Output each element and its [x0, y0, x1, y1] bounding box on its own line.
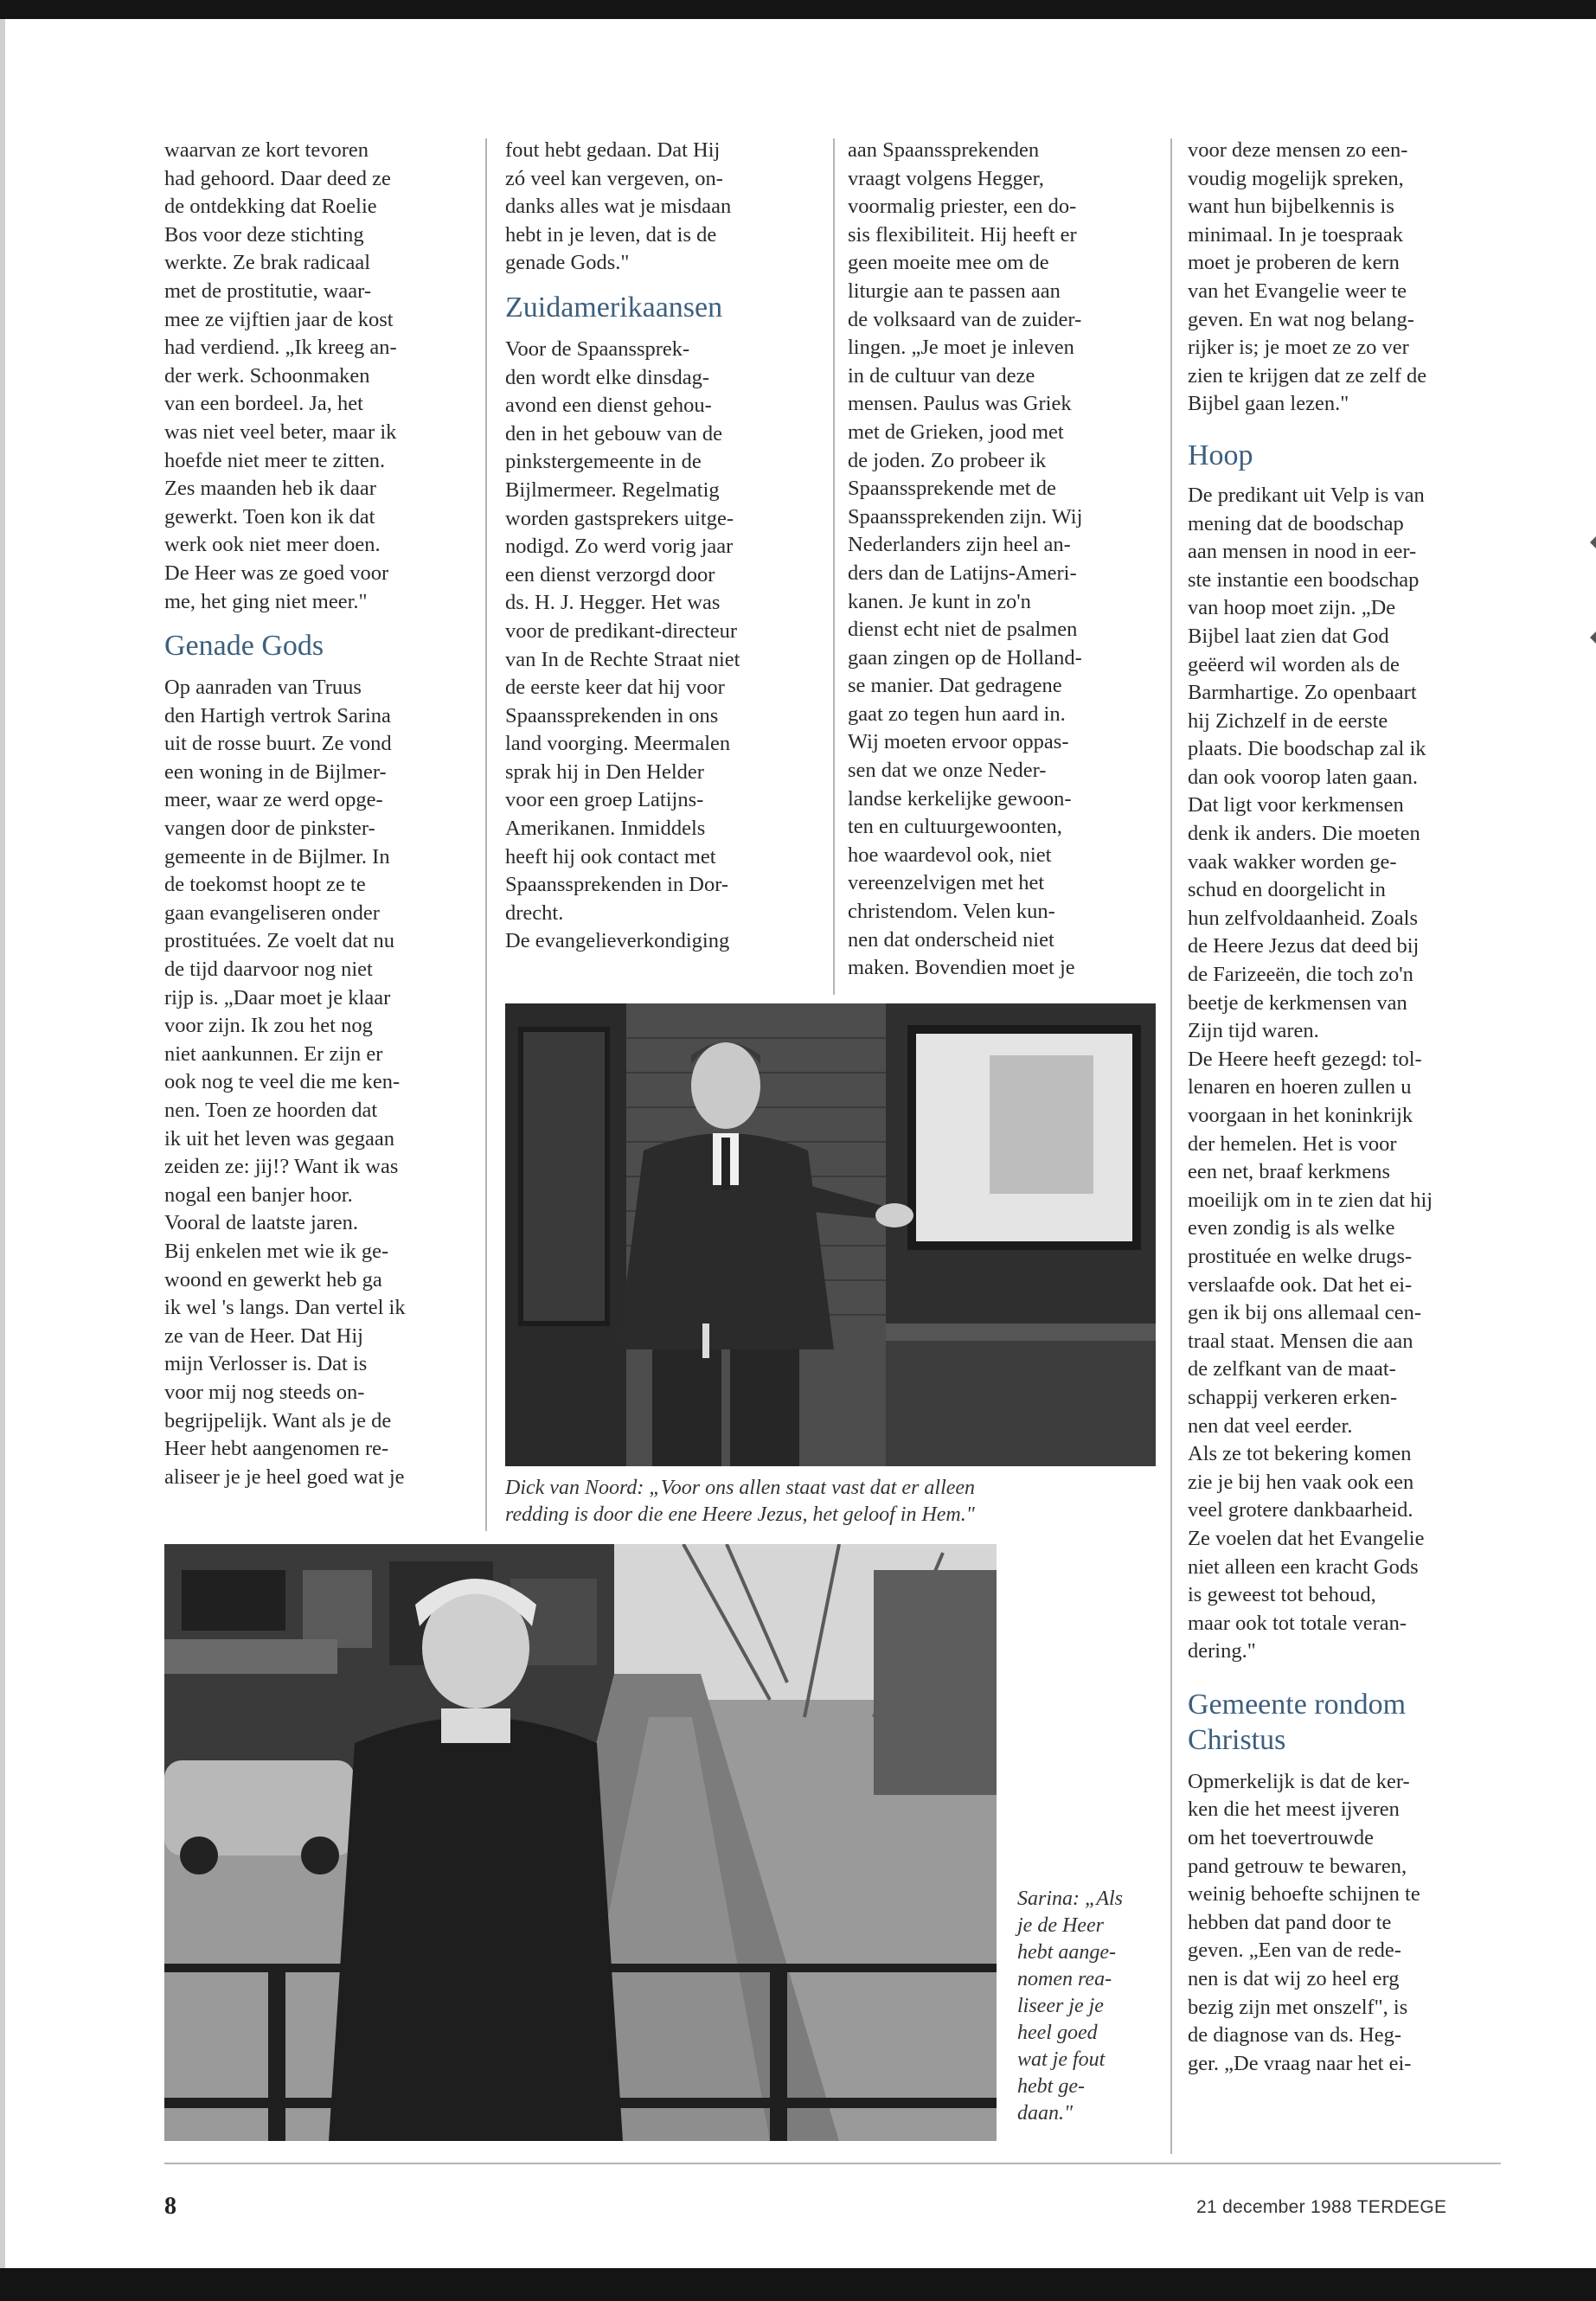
text-line: Barmhartige. Zo openbaart: [1188, 681, 1417, 705]
caption-line: je de Heer: [1017, 1914, 1104, 1937]
text-line: Bos voor deze stichting: [164, 222, 364, 247]
heading-line-2: Christus: [1188, 1723, 1286, 1756]
text-line: weinig behoefte schijnen te: [1188, 1882, 1420, 1907]
text-line: de joden. Zo probeer ik: [848, 448, 1047, 472]
text-line: aliseer je je heel goed wat je: [164, 1465, 405, 1489]
text-line: maar ook tot totale veran-: [1188, 1611, 1407, 1635]
footer-rule: [164, 2163, 1501, 2164]
text-line: beetje de kerkmensen van: [1188, 990, 1407, 1015]
text-line: een woning in de Bijlmer-: [164, 760, 387, 784]
text-line: hij Zichzelf in de eerste: [1188, 708, 1388, 733]
text-line: want hun bijbelkennis is: [1188, 195, 1394, 219]
top-scan-border: [0, 0, 1596, 19]
text-line: der hemelen. Het is voor: [1188, 1131, 1397, 1156]
edge-marker: [1590, 631, 1596, 644]
text-line: hoefde niet meer te zitten.: [164, 448, 386, 472]
text-line: prostituées. Ze voelt dat nu: [164, 929, 395, 953]
photo-sarina: [164, 1544, 997, 2141]
text-line: pinkstergemeente in de: [505, 450, 702, 474]
text-line: De Heere heeft gezegd: tol-: [1188, 1047, 1422, 1071]
text-line: voorgaan in het koninkrijk: [1188, 1104, 1413, 1127]
text-line: de toekomst hoopt ze te: [164, 873, 366, 897]
text-line: voudig mogelijk spreken,: [1188, 166, 1404, 190]
text-line: land voorging. Meermalen: [505, 732, 731, 756]
text-line: pand getrouw te bewaren,: [1188, 1854, 1407, 1878]
column-4: [1188, 137, 1503, 2078]
text-line: een dienst verzorgd door: [505, 562, 715, 586]
text-line: Spaanssprekenden in ons: [505, 703, 719, 727]
caption-line: heel goed: [1017, 2022, 1098, 2044]
text-line: schud en doorgelicht in: [1188, 878, 1386, 902]
text-line: gaan evangeliseren onder: [164, 901, 380, 925]
text-line: prostituée en welke drugs-: [1188, 1244, 1413, 1268]
text-line: Spaanssprekenden zijn. Wij: [848, 504, 1083, 529]
column-divider: [485, 138, 487, 1531]
text-line: nodigd. Zo werd vorig jaar: [505, 535, 734, 559]
text-line: Zes maanden heb ik daar: [164, 477, 376, 501]
caption-line: redding is door die ene Heere Jezus, het geloof in Hem.": [505, 1503, 975, 1526]
text-line: kanen. Je kunt in zo'n: [848, 589, 1031, 613]
left-scan-edge: [0, 19, 5, 2268]
caption-line: Dick van Noord: „Voor ons allen staat vast dat er alleen: [505, 1477, 976, 1499]
text-line: ten en cultuurgewoonten,: [848, 815, 1062, 839]
col4-body1: [1188, 482, 1503, 1666]
text-line: me, het ging niet meer.": [164, 589, 368, 613]
text-line: Spaanssprekenden in Dor-: [505, 873, 729, 897]
text-line: voor mij nog steeds on-: [164, 1380, 365, 1404]
text-line: werk ook niet meer doen.: [164, 533, 381, 557]
text-line: met de Grieken, jood met: [848, 420, 1064, 444]
text-line: de zelfkant van de maat-: [1188, 1357, 1396, 1381]
text-line: mijn Verlosser is. Dat is: [164, 1352, 368, 1376]
text-line: hebben dat pand door te: [1188, 1910, 1392, 1934]
text-line: traal staat. Mensen die aan: [1188, 1329, 1413, 1353]
text-line: uit de rosse buurt. Ze vond: [164, 732, 392, 756]
heading-genade-gods: Genade Gods: [164, 630, 324, 663]
text-line: Bijbel laat zien dat God: [1188, 624, 1389, 648]
text-line: rijp is. „Daar moet je klaar: [164, 985, 391, 1009]
text-line: heeft hij ook contact met: [505, 844, 716, 868]
text-line: vaak wakker worden ge-: [1188, 849, 1397, 874]
text-line: meer, waar ze werd opge-: [164, 788, 383, 812]
text-line: genade Gods.": [505, 251, 630, 275]
text-line: De Heer was ze goed voor: [164, 561, 389, 585]
column-divider: [1170, 138, 1172, 2154]
text-line: woond en gewerkt heb ga: [164, 1267, 382, 1292]
caption-photo-1: [505, 1475, 1163, 1529]
text-line: danks alles wat je misdaan: [505, 195, 732, 219]
text-line: minimaal. In je toespraak: [1188, 222, 1403, 247]
text-line: nen is dat wij zo heel erg: [1188, 1967, 1400, 1991]
text-line: gewerkt. Toen kon ik dat: [164, 504, 375, 529]
text-line: lingen. „Je moet je inleven: [848, 336, 1074, 360]
text-line: van het Evangelie weer te: [1188, 279, 1407, 303]
text-line: de Farizeeën, die toch zo'n: [1188, 963, 1413, 987]
text-line: hebt in je leven, dat is de: [505, 222, 717, 247]
text-line: dering.": [1188, 1639, 1256, 1663]
caption-line: wat je fout: [1017, 2048, 1106, 2071]
text-line: even zondig is als welke: [1188, 1216, 1395, 1240]
text-line: zie je bij hen vaak ook een: [1188, 1470, 1414, 1494]
page-date: 21 december 1988 TERDEGE: [1196, 2197, 1447, 2217]
text-line: Dat ligt voor kerkmensen: [1188, 793, 1404, 817]
text-line: ook nog te veel die me ken-: [164, 1070, 401, 1094]
text-line: geen moeite mee om de: [848, 251, 1049, 275]
caption-line: liseer je je: [1017, 1995, 1104, 2017]
text-line: begrijpelijk. Want als je de: [164, 1408, 392, 1433]
text-line: voor een groep Latijns-: [505, 788, 704, 812]
col2-intro: [505, 137, 818, 278]
text-line: sen dat we onze Neder-: [848, 759, 1047, 783]
text-line: mee ze vijftien jaar de kost: [164, 307, 394, 331]
text-line: was niet veel beter, maar ik: [164, 420, 397, 444]
text-line: moet je proberen de kern: [1188, 251, 1400, 275]
text-line: rijker is; je moet ze zo ver: [1188, 336, 1409, 360]
text-line: den in het gebouw van de: [505, 421, 723, 445]
col4-body2: [1188, 1768, 1503, 2079]
text-line: gaan zingen op de Holland-: [848, 645, 1082, 670]
text-line: plaats. Die boodschap zal ik: [1188, 737, 1426, 761]
caption-line: nomen rea-: [1017, 1968, 1112, 1990]
text-line: nogal een banjer hoor.: [164, 1183, 353, 1207]
text-line: ger. „De vraag naar het ei-: [1188, 2051, 1412, 2075]
text-line: de eerste keer dat hij voor: [505, 676, 725, 700]
photo-dick-van-noord: [505, 1003, 1156, 1466]
text-line: de volksaard van de zuider-: [848, 307, 1082, 331]
text-line: zeiden ze: jij!? Want ik was: [164, 1155, 399, 1179]
text-line: Bij enkelen met wie ik ge-: [164, 1239, 389, 1263]
text-line: Op aanraden van Truus: [164, 676, 362, 700]
text-line: maken. Bovendien moet je: [848, 956, 1075, 980]
text-line: ders dan de Latijns-Ameri-: [848, 561, 1077, 585]
text-line: is geweest tot behoud,: [1188, 1583, 1376, 1607]
text-line: van In de Rechte Straat niet: [505, 647, 740, 671]
text-line: avond een dienst gehou-: [505, 394, 712, 418]
col4-intro: [1188, 137, 1503, 419]
text-line: nen dat onderscheid niet: [848, 927, 1054, 952]
text-line: Voor de Spaanssprek-: [505, 336, 690, 361]
text-line: sprak hij in Den Helder: [505, 760, 704, 784]
text-line: aan mensen in nood in eer-: [1188, 540, 1417, 564]
text-line: ik uit het leven was gegaan: [164, 1126, 395, 1150]
text-line: gemeente in de Bijlmer. In: [164, 844, 390, 868]
text-line: schappij verkeren erken-: [1188, 1385, 1398, 1409]
text-line: Heer hebt aangenomen re-: [164, 1437, 389, 1461]
text-line: Amerikanen. Inmiddels: [505, 817, 706, 841]
heading-hoop: Hoop: [1188, 439, 1253, 471]
column-3: [848, 137, 1159, 983]
text-line: voor zijn. Ik zou het nog: [164, 1014, 373, 1038]
text-line: Zijn tijd waren.: [1188, 1019, 1319, 1043]
text-line: ste instantie een boodschap: [1188, 567, 1420, 592]
text-line: voor deze mensen zo een-: [1188, 138, 1408, 162]
text-line: de tijd daarvoor nog niet: [164, 958, 373, 982]
text-line: gen ik bij ons allemaal cen-: [1188, 1301, 1422, 1325]
text-line: niet aankunnen. Er zijn er: [164, 1042, 383, 1066]
text-line: de Heere Jezus dat deed bij: [1188, 934, 1420, 958]
text-line: veel grotere dankbaarheid.: [1188, 1498, 1413, 1522]
text-line: denk ik anders. Die moeten: [1188, 822, 1420, 846]
text-line: had gehoord. Daar deed ze: [164, 166, 391, 190]
text-line: Spaanssprekende met de: [848, 477, 1056, 501]
heading-gemeente-rondom-christus: [1188, 1687, 1503, 1758]
text-line: de ontdekking dat Roelie: [164, 195, 377, 219]
caption-photo-2: [1017, 1886, 1156, 2127]
text-line: Wij moeten ervoor oppas-: [848, 730, 1069, 754]
text-line: sis flexibiliteit. Hij heeft er: [848, 222, 1077, 247]
text-line: ze van de Heer. Dat Hij: [164, 1324, 363, 1348]
text-line: zó veel kan vergeven, on-: [505, 166, 723, 190]
caption-line: Sarina: „Als: [1017, 1888, 1124, 1910]
text-line: zien te krijgen dat ze zelf de: [1188, 363, 1427, 388]
text-line: den wordt elke dinsdag-: [505, 365, 710, 389]
column-divider: [833, 138, 835, 995]
text-line: se manier. Dat gedragene: [848, 674, 1062, 698]
text-line: niet alleen een kracht Gods: [1188, 1554, 1419, 1579]
text-line: De evangelieverkondiging: [505, 929, 730, 953]
text-line: een net, braaf kerkmens: [1188, 1160, 1390, 1184]
col3-body: [848, 137, 1159, 983]
text-line: Ze voelen dat het Evangelie: [1188, 1526, 1425, 1550]
col1-body: [164, 674, 469, 1491]
text-line: gaat zo tegen hun aard in.: [848, 702, 1066, 726]
text-line: van een bordeel. Ja, het: [164, 392, 363, 416]
text-line: ken die het meest ijveren: [1188, 1798, 1400, 1822]
caption-line: daan.": [1017, 2102, 1074, 2125]
text-line: liturgie aan te passen aan: [848, 279, 1061, 303]
text-line: ds. H. J. Hegger. Het was: [505, 591, 721, 615]
text-line: worden gastsprekers uitge-: [505, 506, 734, 530]
text-line: geëerd wil worden als de: [1188, 652, 1400, 676]
column-2: [505, 137, 818, 956]
text-line: lenaren en hoeren zullen u: [1188, 1075, 1412, 1099]
text-line: dan ook voorop laten gaan.: [1188, 765, 1419, 789]
text-line: der werk. Schoonmaken: [164, 363, 370, 388]
text-line: vereenzelvigen met het: [848, 871, 1045, 895]
text-line: had verdiend. „Ik kreeg an-: [164, 336, 397, 360]
text-line: dienst echt niet de psalmen: [848, 618, 1078, 642]
text-line: Vooral de laatste jaren.: [164, 1211, 359, 1235]
text-line: om het toevertrouwde: [1188, 1826, 1374, 1850]
text-line: verslaafde ook. Dat het ei-: [1188, 1272, 1413, 1297]
text-line: De predikant uit Velp is van: [1188, 483, 1425, 507]
text-line: nen dat veel eerder.: [1188, 1413, 1353, 1438]
text-line: waarvan ze kort tevoren: [164, 138, 369, 162]
text-line: Bijlmermeer. Regelmatig: [505, 478, 720, 502]
text-line: hun zelfvoldaanheid. Zoals: [1188, 906, 1419, 930]
caption-line: hebt ge-: [1017, 2075, 1085, 2098]
text-line: nen. Toen ze hoorden dat: [164, 1099, 378, 1122]
text-line: werkte. Ze brak radicaal: [164, 251, 371, 275]
text-line: christendom. Velen kun-: [848, 900, 1055, 924]
text-line: van hoop moet zijn. „De: [1188, 596, 1396, 620]
heading-line-1: Gemeente rondom: [1188, 1688, 1407, 1721]
text-line: in de cultuur van deze: [848, 363, 1035, 388]
caption-line: hebt aange-: [1017, 1941, 1116, 1964]
text-line: vraagt volgens Hegger,: [848, 166, 1044, 190]
edge-marker: [1590, 536, 1596, 548]
text-line: moeilijk om in te zien dat hij: [1188, 1188, 1433, 1212]
text-line: Opmerkelijk is dat de ker-: [1188, 1769, 1410, 1793]
text-line: den Hartigh vertrok Sarina: [164, 703, 391, 727]
text-line: mensen. Paulus was Griek: [848, 392, 1072, 416]
text-line: aan Spaanssprekenden: [848, 138, 1040, 162]
text-line: mening dat de boodschap: [1188, 511, 1404, 535]
col1-intro: [164, 137, 469, 616]
text-line: ik wel 's langs. Dan vertel ik: [164, 1296, 406, 1320]
text-line: Als ze tot bekering komen: [1188, 1442, 1412, 1466]
text-line: vangen door de pinkster-: [164, 817, 375, 841]
text-line: met de prostitutie, waar-: [164, 279, 371, 303]
text-line: fout hebt gedaan. Dat Hij: [505, 138, 721, 162]
text-line: Bijbel gaan lezen.": [1188, 392, 1349, 416]
text-line: landse kerkelijke gewoon-: [848, 786, 1072, 811]
text-line: drecht.: [505, 901, 564, 925]
text-line: de diagnose van ds. Heg-: [1188, 2023, 1401, 2048]
text-line: hoe waardevol ook, niet: [848, 843, 1052, 867]
text-line: voormalig priester, een do-: [848, 195, 1077, 219]
text-line: Nederlanders zijn heel an-: [848, 533, 1071, 557]
heading-zuidamerikaansen: Zuidamerikaansen: [505, 291, 723, 324]
text-line: geven. „Een van de rede-: [1188, 1939, 1401, 1963]
col2-body: [505, 336, 818, 956]
bottom-scan-border: [0, 2268, 1596, 2301]
text-line: voor de predikant-directeur: [505, 619, 738, 643]
text-line: geven. En wat nog belang-: [1188, 307, 1414, 331]
text-line: bezig zijn met onszelf", is: [1188, 1995, 1408, 2019]
column-1: [164, 137, 469, 1491]
page-number: 8: [164, 2193, 176, 2220]
